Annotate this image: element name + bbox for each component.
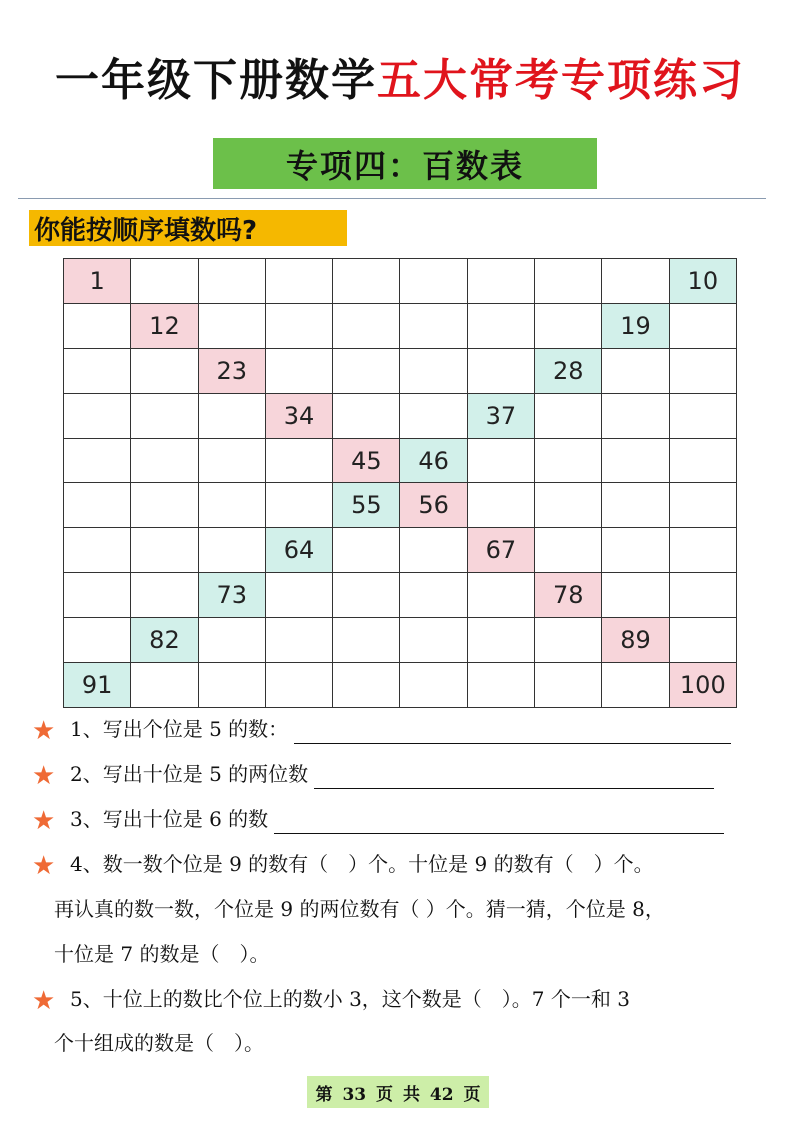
grid-cell-blank[interactable] [468, 618, 535, 663]
grid-cell-blank[interactable] [400, 528, 467, 573]
grid-cell-filled: 46 [400, 439, 467, 484]
grid-cell-blank[interactable] [670, 394, 737, 439]
grid-cell-blank[interactable] [400, 618, 467, 663]
grid-cell-blank[interactable] [266, 304, 333, 349]
grid-cell-filled: 45 [333, 439, 400, 484]
grid-cell-blank[interactable] [199, 439, 266, 484]
grid-cell-blank[interactable] [670, 439, 737, 484]
star-icon: ★ [32, 986, 56, 1016]
grid-cell-blank[interactable] [199, 528, 266, 573]
exercise-prompt: 你能按顺序填数吗? [29, 210, 347, 246]
grid-cell-blank[interactable] [468, 259, 535, 304]
grid-cell-filled: 37 [468, 394, 535, 439]
grid-cell-blank[interactable] [333, 663, 400, 708]
section-banner: 专项四：百数表 [213, 138, 597, 189]
grid-cell-blank[interactable] [535, 259, 602, 304]
grid-cell-blank[interactable] [64, 394, 131, 439]
grid-cell-filled: 10 [670, 259, 737, 304]
question-1 [32, 714, 731, 744]
grid-cell-filled: 12 [131, 304, 198, 349]
grid-cell-filled: 19 [602, 304, 669, 349]
grid-cell-blank[interactable] [468, 304, 535, 349]
grid-cell-blank[interactable] [199, 394, 266, 439]
star-icon: ★ [32, 806, 56, 836]
grid-cell-blank[interactable] [266, 573, 333, 618]
grid-cell-blank[interactable] [670, 304, 737, 349]
divider [18, 198, 766, 199]
question-5-line-2: 个十组成的数是（ ）。 [54, 1031, 264, 1055]
grid-cell-filled: 78 [535, 573, 602, 618]
page-title [0, 44, 800, 108]
grid-cell-filled: 56 [400, 483, 467, 528]
grid-cell-blank[interactable] [468, 573, 535, 618]
grid-cell-blank[interactable] [602, 483, 669, 528]
grid-cell-filled: 1 [64, 259, 131, 304]
grid-cell-filled: 23 [199, 349, 266, 394]
answer-line-3[interactable] [274, 813, 724, 834]
grid-cell-blank[interactable] [266, 349, 333, 394]
grid-cell-blank[interactable] [670, 573, 737, 618]
grid-cell-blank[interactable] [670, 349, 737, 394]
grid-cell-blank[interactable] [333, 394, 400, 439]
grid-cell-blank[interactable] [64, 304, 131, 349]
question-4-line-2: 再认真的数一数，个位是 9 的两位数有（ ）个。猜一猜，个位是 8， [54, 897, 665, 921]
grid-cell-blank[interactable] [199, 618, 266, 663]
grid-cell-blank[interactable] [199, 663, 266, 708]
grid-cell-filled: 67 [468, 528, 535, 573]
grid-cell-blank[interactable] [131, 394, 198, 439]
grid-cell-blank[interactable] [131, 439, 198, 484]
grid-cell-blank[interactable] [602, 259, 669, 304]
star-icon: ★ [32, 716, 56, 746]
grid-cell-blank[interactable] [199, 304, 266, 349]
question-4 [32, 849, 654, 879]
grid-cell-blank[interactable] [602, 573, 669, 618]
grid-cell-blank[interactable] [400, 349, 467, 394]
grid-cell-blank[interactable] [535, 439, 602, 484]
grid-cell-blank[interactable] [602, 528, 669, 573]
grid-cell-blank[interactable] [131, 663, 198, 708]
grid-cell-blank[interactable] [333, 304, 400, 349]
grid-cell-filled: 73 [199, 573, 266, 618]
grid-cell-blank[interactable] [266, 618, 333, 663]
grid-cell-filled: 91 [64, 663, 131, 708]
grid-cell-filled: 34 [266, 394, 333, 439]
answer-line-1[interactable] [294, 723, 731, 744]
grid-cell-blank[interactable] [670, 528, 737, 573]
grid-cell-blank[interactable] [468, 483, 535, 528]
question-3-text: 3、写出十位是 6 的数 [70, 807, 269, 831]
grid-cell-blank[interactable] [535, 663, 602, 708]
grid-cell-blank[interactable] [131, 528, 198, 573]
answer-line-2[interactable] [314, 768, 714, 789]
grid-cell-blank[interactable] [468, 439, 535, 484]
grid-cell-blank[interactable] [602, 439, 669, 484]
star-icon: ★ [32, 851, 56, 881]
grid-cell-filled: 55 [333, 483, 400, 528]
question-4-text: 4、数一数个位是 9 的数有（ ）个。十位是 9 的数有（ ）个。 [70, 852, 654, 876]
star-icon: ★ [32, 761, 56, 791]
grid-cell-blank[interactable] [400, 304, 467, 349]
question-4-line-3: 十位是 7 的数是（ ）。 [54, 942, 270, 966]
grid-cell-blank[interactable] [333, 349, 400, 394]
grid-cell-blank[interactable] [131, 349, 198, 394]
question-5-text: 5、十位上的数比个位上的数小 3，这个数是（ ）。7 个一和 3 [70, 987, 630, 1011]
grid-cell-blank[interactable] [535, 483, 602, 528]
grid-cell-blank[interactable] [400, 663, 467, 708]
grid-cell-blank[interactable] [333, 259, 400, 304]
grid-cell-blank[interactable] [400, 259, 467, 304]
grid-cell-blank[interactable] [670, 618, 737, 663]
grid-cell-filled: 64 [266, 528, 333, 573]
title-highlight: 五大常考专项练习 [377, 55, 745, 106]
grid-cell-blank[interactable] [535, 304, 602, 349]
grid-cell-blank[interactable] [266, 439, 333, 484]
grid-cell-blank[interactable] [670, 483, 737, 528]
grid-cell-blank[interactable] [333, 618, 400, 663]
grid-cell-blank[interactable] [468, 349, 535, 394]
grid-cell-blank[interactable] [64, 618, 131, 663]
question-1-text: 1、写出个位是 5 的数： [70, 717, 289, 741]
grid-cell-blank[interactable] [400, 573, 467, 618]
grid-cell-filled: 82 [131, 618, 198, 663]
grid-cell-blank[interactable] [266, 663, 333, 708]
grid-cell-blank[interactable] [131, 573, 198, 618]
grid-cell-blank[interactable] [535, 528, 602, 573]
grid-cell-blank[interactable] [64, 573, 131, 618]
hundred-chart-grid [63, 258, 737, 708]
grid-cell-filled: 28 [535, 349, 602, 394]
grid-cell-blank[interactable] [468, 663, 535, 708]
grid-cell-blank[interactable] [64, 349, 131, 394]
grid-cell-blank[interactable] [602, 394, 669, 439]
grid-cell-blank[interactable] [64, 528, 131, 573]
question-3 [32, 804, 724, 834]
grid-cell-blank[interactable] [602, 349, 669, 394]
grid-cell-blank[interactable] [199, 259, 266, 304]
grid-cell-blank[interactable] [602, 663, 669, 708]
grid-cell-blank[interactable] [64, 439, 131, 484]
question-5 [32, 984, 630, 1014]
grid-cell-blank[interactable] [64, 483, 131, 528]
title-main: 一年级下册数学 [55, 55, 377, 106]
grid-cell-blank[interactable] [266, 483, 333, 528]
grid-cell-blank[interactable] [535, 618, 602, 663]
grid-cell-blank[interactable] [131, 259, 198, 304]
grid-cell-filled: 89 [602, 618, 669, 663]
grid-cell-blank[interactable] [266, 259, 333, 304]
grid-cell-blank[interactable] [400, 394, 467, 439]
grid-cell-blank[interactable] [131, 483, 198, 528]
grid-cell-blank[interactable] [333, 528, 400, 573]
grid-cell-filled: 100 [670, 663, 737, 708]
grid-cell-blank[interactable] [535, 394, 602, 439]
grid-cell-blank[interactable] [333, 573, 400, 618]
page-footer: 第 33 页 共 42 页 [307, 1076, 489, 1108]
question-2-text: 2、写出十位是 5 的两位数 [70, 762, 309, 786]
question-2 [32, 759, 714, 789]
grid-cell-blank[interactable] [199, 483, 266, 528]
